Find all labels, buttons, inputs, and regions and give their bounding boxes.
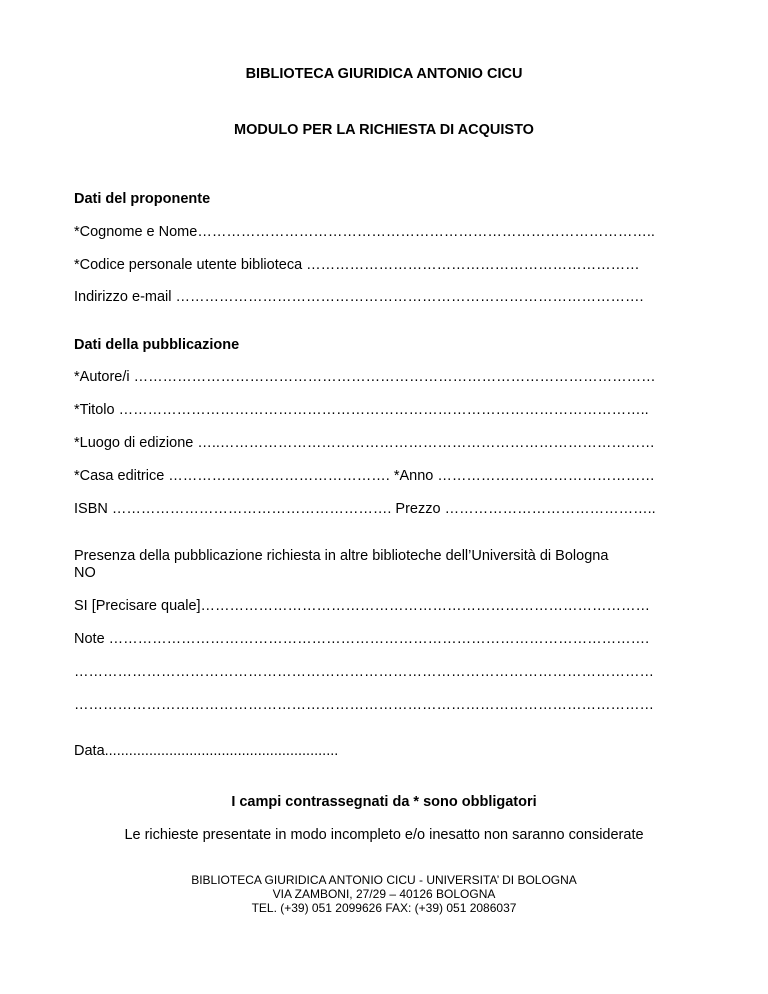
author-field[interactable]: *Autore/i ……………………………………………………………………………………………… [74, 369, 656, 385]
user-code-field[interactable]: *Codice personale utente biblioteca …………………………………………………………… [74, 257, 640, 273]
date-field[interactable]: Data.......................................................... [74, 743, 339, 759]
notes-field[interactable]: Note …………………………………………………………………………………………………. [74, 631, 650, 647]
footer-library: BIBLIOTECA GIURIDICA ANTONIO CICU - UNIVERSITA’ DI BOLOGNA [191, 873, 577, 887]
presence-no-option[interactable]: NO [74, 565, 96, 581]
mandatory-notice: I campi contrassegnati da * sono obbligatori [231, 794, 537, 810]
email-field[interactable]: Indirizzo e-mail ……………………………………………………………………………………. [74, 289, 644, 305]
place-field[interactable]: *Luogo di edizione …..……………………………………………………………………………… [74, 435, 655, 451]
incomplete-notice: Le richieste presentate in modo incompleto e/o inesatto non saranno considerate [124, 827, 644, 843]
title-field[interactable]: *Titolo ……………………………………………………………………………………………….. [74, 402, 649, 418]
presence-si-field[interactable]: SI [Precisare quale]………………………………………………………………………………… [74, 598, 651, 614]
proponent-heading: Dati del proponente [74, 191, 211, 207]
library-name: BIBLIOTECA GIURIDICA ANTONIO CICU [245, 66, 523, 82]
publication-heading: Dati della pubblicazione [74, 337, 240, 353]
notes-line-2[interactable]: ………………………………………………………………………………………………………… [74, 697, 654, 713]
notes-line-1[interactable]: ………………………………………………………………………………………………………… [74, 664, 654, 680]
footer-contacts: TEL. (+39) 051 2099626 FAX: (+39) 051 2086037 [251, 901, 517, 915]
footer-address: VIA ZAMBONI, 27/29 – 40126 BOLOGNA [272, 887, 496, 901]
name-field[interactable]: *Cognome e Nome………………………………………………………………………………….. [74, 224, 655, 240]
form-title: MODULO PER LA RICHIESTA DI ACQUISTO [234, 122, 534, 138]
publisher-year-field[interactable]: *Casa editrice ………………………………………. *Anno ……………………………………… [74, 468, 655, 484]
isbn-price-field[interactable]: ISBN …………………………………………………. Prezzo …………………………………….. [74, 501, 656, 517]
presence-question: Presenza della pubblicazione richiesta in altre biblioteche dell’Università di Bologna [74, 548, 609, 564]
